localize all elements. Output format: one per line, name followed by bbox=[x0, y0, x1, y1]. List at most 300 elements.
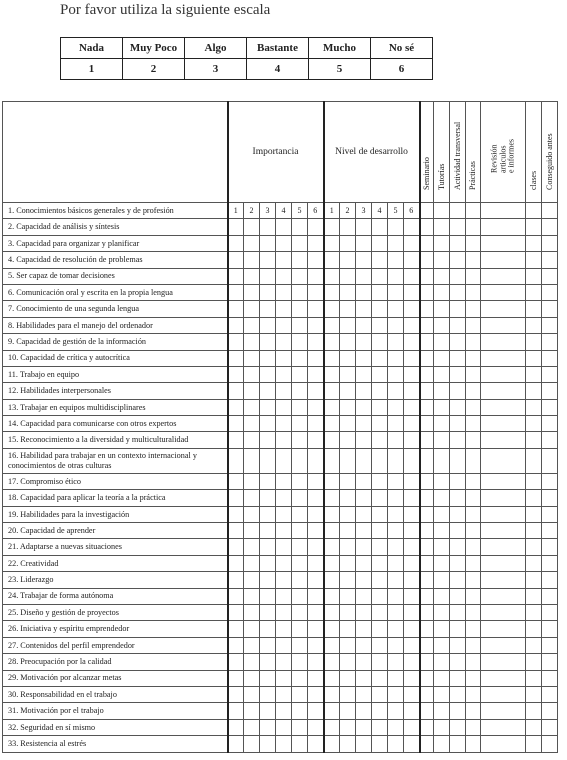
rating-cell[interactable] bbox=[450, 399, 466, 415]
rating-cell[interactable] bbox=[372, 252, 388, 268]
rating-cell[interactable] bbox=[356, 416, 372, 432]
rating-cell[interactable] bbox=[244, 572, 260, 588]
rating-cell[interactable] bbox=[292, 301, 308, 317]
rating-cell[interactable] bbox=[466, 686, 481, 702]
rating-cell[interactable] bbox=[466, 383, 481, 399]
rating-cell[interactable] bbox=[308, 736, 324, 752]
rating-cell[interactable] bbox=[260, 686, 276, 702]
rating-cell[interactable] bbox=[526, 235, 542, 251]
rating-cell[interactable] bbox=[244, 654, 260, 670]
rating-cell[interactable] bbox=[404, 555, 420, 571]
rating-cell[interactable] bbox=[526, 539, 542, 555]
rating-cell[interactable] bbox=[324, 686, 340, 702]
rating-cell[interactable] bbox=[228, 555, 244, 571]
rating-cell[interactable] bbox=[526, 383, 542, 399]
rating-cell[interactable] bbox=[404, 588, 420, 604]
rating-cell[interactable] bbox=[466, 473, 481, 489]
rating-cell[interactable] bbox=[404, 686, 420, 702]
rating-cell[interactable] bbox=[356, 473, 372, 489]
rating-cell[interactable] bbox=[372, 235, 388, 251]
rating-cell[interactable] bbox=[292, 736, 308, 752]
rating-cell[interactable] bbox=[481, 588, 526, 604]
rating-cell[interactable] bbox=[420, 301, 434, 317]
rating-cell[interactable] bbox=[356, 719, 372, 735]
rating-cell[interactable] bbox=[434, 670, 450, 686]
rating-cell[interactable] bbox=[481, 334, 526, 350]
rating-cell[interactable] bbox=[526, 621, 542, 637]
rating-cell[interactable] bbox=[450, 432, 466, 448]
rating-cell[interactable] bbox=[542, 654, 558, 670]
rating-cell[interactable] bbox=[244, 670, 260, 686]
rating-cell[interactable] bbox=[228, 621, 244, 637]
rating-cell[interactable] bbox=[292, 235, 308, 251]
rating-cell[interactable] bbox=[526, 654, 542, 670]
rating-cell[interactable] bbox=[526, 506, 542, 522]
rating-cell[interactable] bbox=[404, 284, 420, 300]
rating-cell[interactable] bbox=[404, 604, 420, 620]
rating-cell[interactable] bbox=[388, 539, 404, 555]
rating-cell[interactable] bbox=[372, 301, 388, 317]
rating-cell[interactable] bbox=[481, 284, 526, 300]
rating-cell[interactable] bbox=[481, 490, 526, 506]
rating-cell[interactable] bbox=[434, 366, 450, 382]
rating-cell[interactable] bbox=[292, 317, 308, 333]
rating-cell[interactable] bbox=[356, 448, 372, 473]
rating-cell[interactable] bbox=[434, 301, 450, 317]
rating-cell[interactable] bbox=[466, 588, 481, 604]
rating-cell[interactable] bbox=[260, 719, 276, 735]
rating-cell[interactable] bbox=[228, 284, 244, 300]
rating-cell[interactable] bbox=[340, 539, 356, 555]
rating-cell[interactable] bbox=[481, 235, 526, 251]
rating-cell[interactable] bbox=[420, 621, 434, 637]
rating-cell[interactable] bbox=[542, 572, 558, 588]
rating-cell[interactable] bbox=[244, 366, 260, 382]
rating-cell[interactable] bbox=[244, 523, 260, 539]
rating-cell[interactable] bbox=[542, 317, 558, 333]
rating-cell[interactable] bbox=[450, 588, 466, 604]
rating-cell[interactable] bbox=[466, 604, 481, 620]
rating-cell[interactable] bbox=[372, 604, 388, 620]
rating-cell[interactable] bbox=[404, 703, 420, 719]
rating-cell[interactable] bbox=[404, 219, 420, 235]
rating-cell[interactable] bbox=[340, 555, 356, 571]
rating-cell[interactable] bbox=[420, 350, 434, 366]
rating-cell[interactable] bbox=[340, 654, 356, 670]
rating-cell[interactable] bbox=[356, 637, 372, 653]
rating-cell[interactable] bbox=[404, 416, 420, 432]
rating-cell[interactable] bbox=[404, 654, 420, 670]
rating-cell[interactable] bbox=[450, 268, 466, 284]
rating-cell[interactable] bbox=[292, 588, 308, 604]
rating-cell[interactable] bbox=[526, 572, 542, 588]
rating-cell[interactable] bbox=[292, 350, 308, 366]
rating-cell[interactable] bbox=[276, 572, 292, 588]
rating-cell[interactable] bbox=[420, 219, 434, 235]
rating-cell[interactable] bbox=[388, 448, 404, 473]
rating-cell[interactable] bbox=[404, 539, 420, 555]
rating-cell[interactable] bbox=[526, 473, 542, 489]
rating-cell[interactable] bbox=[228, 317, 244, 333]
rating-cell[interactable] bbox=[260, 317, 276, 333]
rating-cell[interactable] bbox=[481, 654, 526, 670]
rating-cell[interactable] bbox=[542, 719, 558, 735]
rating-cell[interactable] bbox=[404, 301, 420, 317]
rating-cell[interactable] bbox=[244, 686, 260, 702]
rating-cell[interactable] bbox=[420, 416, 434, 432]
rating-cell[interactable] bbox=[356, 383, 372, 399]
rating-cell[interactable] bbox=[404, 490, 420, 506]
rating-cell[interactable] bbox=[260, 523, 276, 539]
rating-cell[interactable] bbox=[372, 637, 388, 653]
rating-cell[interactable] bbox=[244, 432, 260, 448]
rating-cell[interactable] bbox=[542, 203, 558, 219]
rating-cell[interactable] bbox=[481, 317, 526, 333]
rating-cell[interactable] bbox=[372, 416, 388, 432]
rating-cell[interactable] bbox=[450, 703, 466, 719]
rating-cell[interactable] bbox=[324, 604, 340, 620]
rating-cell[interactable] bbox=[356, 736, 372, 752]
rating-cell[interactable] bbox=[481, 506, 526, 522]
rating-cell[interactable] bbox=[481, 448, 526, 473]
rating-cell[interactable] bbox=[388, 432, 404, 448]
rating-cell[interactable] bbox=[526, 203, 542, 219]
rating-cell[interactable] bbox=[276, 473, 292, 489]
rating-cell[interactable] bbox=[324, 637, 340, 653]
rating-cell[interactable] bbox=[420, 490, 434, 506]
rating-cell[interactable] bbox=[308, 719, 324, 735]
rating-cell[interactable] bbox=[466, 736, 481, 752]
rating-cell[interactable] bbox=[276, 555, 292, 571]
rating-cell[interactable] bbox=[356, 604, 372, 620]
rating-cell[interactable] bbox=[420, 555, 434, 571]
rating-cell[interactable] bbox=[404, 719, 420, 735]
rating-cell[interactable] bbox=[324, 555, 340, 571]
rating-cell[interactable] bbox=[324, 654, 340, 670]
rating-cell[interactable] bbox=[260, 703, 276, 719]
rating-cell[interactable] bbox=[542, 539, 558, 555]
rating-cell[interactable] bbox=[372, 572, 388, 588]
rating-cell[interactable] bbox=[228, 670, 244, 686]
rating-cell[interactable] bbox=[388, 473, 404, 489]
rating-cell[interactable] bbox=[308, 252, 324, 268]
rating-cell[interactable] bbox=[481, 572, 526, 588]
rating-cell[interactable] bbox=[308, 219, 324, 235]
rating-cell[interactable] bbox=[420, 523, 434, 539]
rating-cell[interactable] bbox=[324, 399, 340, 415]
rating-cell[interactable] bbox=[260, 334, 276, 350]
rating-cell[interactable] bbox=[228, 523, 244, 539]
rating-cell[interactable] bbox=[542, 604, 558, 620]
rating-cell[interactable] bbox=[324, 506, 340, 522]
rating-cell[interactable] bbox=[308, 334, 324, 350]
rating-cell[interactable] bbox=[244, 284, 260, 300]
rating-cell[interactable] bbox=[244, 383, 260, 399]
rating-cell[interactable] bbox=[450, 366, 466, 382]
rating-cell[interactable] bbox=[276, 703, 292, 719]
rating-cell[interactable] bbox=[308, 416, 324, 432]
rating-cell[interactable] bbox=[228, 432, 244, 448]
rating-cell[interactable] bbox=[466, 219, 481, 235]
rating-cell[interactable] bbox=[324, 284, 340, 300]
rating-cell[interactable] bbox=[260, 416, 276, 432]
rating-cell[interactable] bbox=[324, 334, 340, 350]
rating-cell[interactable] bbox=[388, 301, 404, 317]
rating-cell[interactable] bbox=[260, 284, 276, 300]
rating-cell[interactable] bbox=[450, 448, 466, 473]
rating-cell[interactable] bbox=[450, 416, 466, 432]
rating-cell[interactable] bbox=[434, 621, 450, 637]
rating-cell[interactable] bbox=[244, 604, 260, 620]
rating-cell[interactable] bbox=[420, 686, 434, 702]
rating-cell[interactable] bbox=[340, 334, 356, 350]
rating-cell[interactable] bbox=[388, 621, 404, 637]
rating-cell[interactable] bbox=[276, 719, 292, 735]
rating-cell[interactable] bbox=[292, 448, 308, 473]
rating-cell[interactable] bbox=[356, 686, 372, 702]
rating-cell[interactable] bbox=[324, 670, 340, 686]
rating-cell[interactable] bbox=[542, 473, 558, 489]
rating-cell[interactable] bbox=[340, 506, 356, 522]
rating-cell[interactable] bbox=[481, 350, 526, 366]
rating-cell[interactable] bbox=[356, 572, 372, 588]
rating-cell[interactable] bbox=[308, 654, 324, 670]
rating-cell[interactable] bbox=[292, 637, 308, 653]
rating-cell[interactable] bbox=[340, 523, 356, 539]
rating-cell[interactable] bbox=[276, 301, 292, 317]
rating-cell[interactable] bbox=[420, 637, 434, 653]
rating-cell[interactable] bbox=[420, 604, 434, 620]
rating-cell[interactable] bbox=[450, 604, 466, 620]
rating-cell[interactable] bbox=[542, 703, 558, 719]
rating-cell[interactable] bbox=[526, 317, 542, 333]
rating-cell[interactable] bbox=[526, 399, 542, 415]
rating-cell[interactable] bbox=[466, 719, 481, 735]
rating-cell[interactable] bbox=[466, 670, 481, 686]
rating-cell[interactable] bbox=[434, 506, 450, 522]
rating-cell[interactable] bbox=[542, 736, 558, 752]
rating-cell[interactable] bbox=[481, 473, 526, 489]
rating-cell[interactable] bbox=[324, 235, 340, 251]
rating-cell[interactable] bbox=[276, 350, 292, 366]
rating-cell[interactable] bbox=[276, 654, 292, 670]
rating-cell[interactable] bbox=[526, 703, 542, 719]
rating-cell[interactable] bbox=[372, 473, 388, 489]
rating-cell[interactable] bbox=[308, 473, 324, 489]
rating-cell[interactable] bbox=[228, 588, 244, 604]
rating-cell[interactable] bbox=[292, 473, 308, 489]
rating-cell[interactable] bbox=[404, 399, 420, 415]
rating-cell[interactable] bbox=[340, 670, 356, 686]
rating-cell[interactable] bbox=[542, 588, 558, 604]
rating-cell[interactable] bbox=[372, 670, 388, 686]
rating-cell[interactable] bbox=[466, 490, 481, 506]
rating-cell[interactable] bbox=[340, 490, 356, 506]
rating-cell[interactable] bbox=[340, 637, 356, 653]
rating-cell[interactable] bbox=[372, 555, 388, 571]
rating-cell[interactable] bbox=[526, 334, 542, 350]
rating-cell[interactable] bbox=[260, 366, 276, 382]
rating-cell[interactable] bbox=[324, 473, 340, 489]
rating-cell[interactable] bbox=[420, 448, 434, 473]
rating-cell[interactable] bbox=[481, 539, 526, 555]
rating-cell[interactable] bbox=[276, 736, 292, 752]
rating-cell[interactable] bbox=[340, 703, 356, 719]
rating-cell[interactable] bbox=[404, 448, 420, 473]
rating-cell[interactable] bbox=[466, 654, 481, 670]
rating-cell[interactable] bbox=[404, 366, 420, 382]
rating-cell[interactable] bbox=[450, 350, 466, 366]
rating-cell[interactable] bbox=[542, 432, 558, 448]
rating-cell[interactable] bbox=[542, 383, 558, 399]
rating-cell[interactable] bbox=[260, 588, 276, 604]
rating-cell[interactable] bbox=[244, 219, 260, 235]
rating-cell[interactable] bbox=[260, 219, 276, 235]
rating-cell[interactable] bbox=[292, 539, 308, 555]
rating-cell[interactable] bbox=[356, 523, 372, 539]
rating-cell[interactable] bbox=[228, 366, 244, 382]
rating-cell[interactable] bbox=[356, 317, 372, 333]
rating-cell[interactable] bbox=[276, 252, 292, 268]
rating-cell[interactable] bbox=[340, 366, 356, 382]
rating-cell[interactable] bbox=[542, 686, 558, 702]
rating-cell[interactable] bbox=[542, 334, 558, 350]
rating-cell[interactable] bbox=[276, 637, 292, 653]
rating-cell[interactable] bbox=[276, 268, 292, 284]
rating-cell[interactable] bbox=[324, 416, 340, 432]
rating-cell[interactable] bbox=[340, 268, 356, 284]
rating-cell[interactable] bbox=[372, 621, 388, 637]
rating-cell[interactable] bbox=[466, 416, 481, 432]
rating-cell[interactable] bbox=[340, 301, 356, 317]
rating-cell[interactable] bbox=[481, 736, 526, 752]
rating-cell[interactable] bbox=[450, 473, 466, 489]
rating-cell[interactable] bbox=[356, 284, 372, 300]
rating-cell[interactable] bbox=[434, 350, 450, 366]
rating-cell[interactable] bbox=[324, 301, 340, 317]
rating-cell[interactable] bbox=[466, 366, 481, 382]
rating-cell[interactable] bbox=[372, 268, 388, 284]
rating-cell[interactable] bbox=[450, 736, 466, 752]
rating-cell[interactable] bbox=[308, 383, 324, 399]
rating-cell[interactable] bbox=[450, 219, 466, 235]
rating-cell[interactable] bbox=[388, 416, 404, 432]
rating-cell[interactable] bbox=[434, 203, 450, 219]
rating-cell[interactable] bbox=[356, 268, 372, 284]
rating-cell[interactable] bbox=[292, 703, 308, 719]
rating-cell[interactable] bbox=[324, 317, 340, 333]
rating-cell[interactable] bbox=[372, 350, 388, 366]
rating-cell[interactable] bbox=[228, 490, 244, 506]
rating-cell[interactable] bbox=[526, 416, 542, 432]
rating-cell[interactable] bbox=[228, 301, 244, 317]
rating-cell[interactable] bbox=[526, 219, 542, 235]
rating-cell[interactable] bbox=[388, 637, 404, 653]
rating-cell[interactable] bbox=[481, 555, 526, 571]
rating-cell[interactable] bbox=[292, 366, 308, 382]
rating-cell[interactable] bbox=[404, 268, 420, 284]
rating-cell[interactable] bbox=[372, 719, 388, 735]
rating-cell[interactable] bbox=[356, 670, 372, 686]
rating-cell[interactable] bbox=[466, 334, 481, 350]
rating-cell[interactable] bbox=[276, 219, 292, 235]
rating-cell[interactable] bbox=[276, 621, 292, 637]
rating-cell[interactable] bbox=[372, 432, 388, 448]
rating-cell[interactable] bbox=[481, 703, 526, 719]
rating-cell[interactable] bbox=[356, 235, 372, 251]
rating-cell[interactable] bbox=[356, 219, 372, 235]
rating-cell[interactable] bbox=[450, 572, 466, 588]
rating-cell[interactable] bbox=[420, 268, 434, 284]
rating-cell[interactable] bbox=[420, 572, 434, 588]
rating-cell[interactable] bbox=[372, 334, 388, 350]
rating-cell[interactable] bbox=[228, 654, 244, 670]
rating-cell[interactable] bbox=[260, 490, 276, 506]
rating-cell[interactable] bbox=[340, 448, 356, 473]
rating-cell[interactable] bbox=[372, 506, 388, 522]
rating-cell[interactable] bbox=[244, 301, 260, 317]
rating-cell[interactable] bbox=[466, 252, 481, 268]
rating-cell[interactable] bbox=[434, 604, 450, 620]
rating-cell[interactable] bbox=[228, 572, 244, 588]
rating-cell[interactable] bbox=[434, 235, 450, 251]
rating-cell[interactable] bbox=[244, 506, 260, 522]
rating-cell[interactable] bbox=[434, 334, 450, 350]
rating-cell[interactable] bbox=[340, 317, 356, 333]
rating-cell[interactable] bbox=[420, 506, 434, 522]
rating-cell[interactable] bbox=[481, 219, 526, 235]
rating-cell[interactable] bbox=[324, 490, 340, 506]
rating-cell[interactable] bbox=[420, 703, 434, 719]
rating-cell[interactable] bbox=[276, 317, 292, 333]
rating-cell[interactable] bbox=[450, 383, 466, 399]
rating-cell[interactable] bbox=[388, 366, 404, 382]
rating-cell[interactable] bbox=[308, 284, 324, 300]
rating-cell[interactable] bbox=[434, 555, 450, 571]
rating-cell[interactable] bbox=[526, 736, 542, 752]
rating-cell[interactable] bbox=[228, 506, 244, 522]
rating-cell[interactable] bbox=[450, 317, 466, 333]
rating-cell[interactable] bbox=[244, 555, 260, 571]
rating-cell[interactable] bbox=[420, 235, 434, 251]
rating-cell[interactable] bbox=[542, 637, 558, 653]
rating-cell[interactable] bbox=[324, 448, 340, 473]
rating-cell[interactable] bbox=[434, 719, 450, 735]
rating-cell[interactable] bbox=[481, 301, 526, 317]
rating-cell[interactable] bbox=[228, 637, 244, 653]
rating-cell[interactable] bbox=[260, 473, 276, 489]
rating-cell[interactable] bbox=[228, 235, 244, 251]
rating-cell[interactable] bbox=[340, 604, 356, 620]
rating-cell[interactable] bbox=[292, 334, 308, 350]
rating-cell[interactable] bbox=[434, 539, 450, 555]
rating-cell[interactable] bbox=[308, 490, 324, 506]
rating-cell[interactable] bbox=[388, 317, 404, 333]
rating-cell[interactable] bbox=[404, 317, 420, 333]
rating-cell[interactable] bbox=[481, 686, 526, 702]
rating-cell[interactable] bbox=[542, 252, 558, 268]
rating-cell[interactable] bbox=[404, 506, 420, 522]
rating-cell[interactable] bbox=[292, 572, 308, 588]
rating-cell[interactable] bbox=[388, 399, 404, 415]
rating-cell[interactable] bbox=[308, 637, 324, 653]
rating-cell[interactable] bbox=[420, 588, 434, 604]
rating-cell[interactable] bbox=[466, 235, 481, 251]
rating-cell[interactable] bbox=[466, 703, 481, 719]
rating-cell[interactable] bbox=[324, 366, 340, 382]
rating-cell[interactable] bbox=[292, 268, 308, 284]
rating-cell[interactable] bbox=[481, 670, 526, 686]
